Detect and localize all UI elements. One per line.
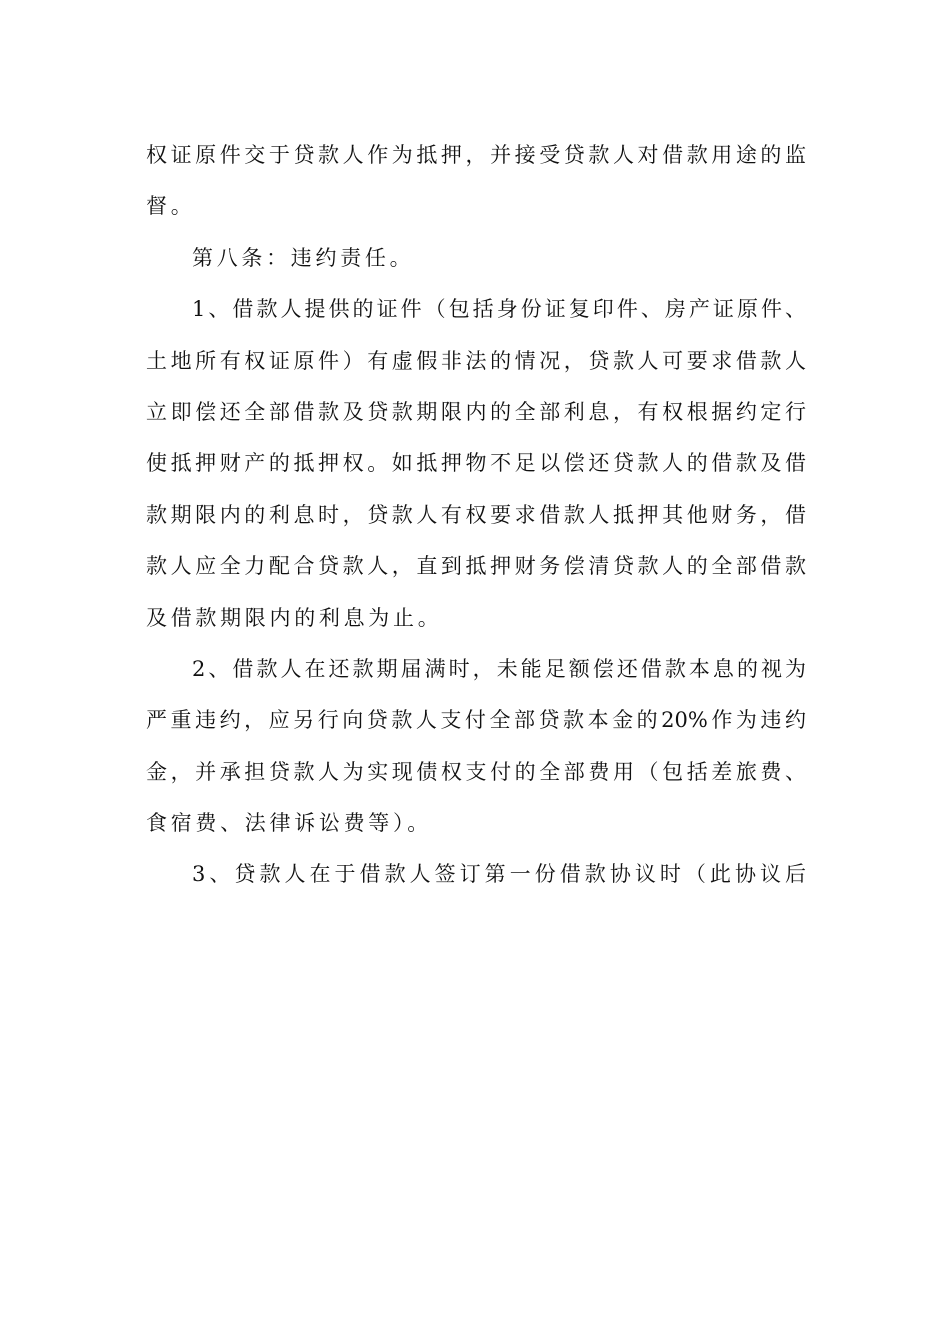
- text-line: 2、借款人在还款期届满时，未能足额偿还借款本息的视为: [192, 656, 806, 681]
- text-line: 土地所有权证原件）有虚假非法的情况，贷款人可要求借款人: [146, 348, 806, 373]
- text-line: 1、借款人提供的证件（包括身份证复印件、房产证原件、: [192, 297, 806, 322]
- text-line: 严重违约，应另行向贷款人支付全部贷款本金的20%作为违约: [146, 708, 806, 733]
- text-line: 督。: [146, 194, 196, 219]
- text-line: 食宿费、法律诉讼费等）。: [146, 811, 432, 836]
- text-line: 款期限内的利息时，贷款人有权要求借款人抵押其他财务，借: [146, 502, 806, 527]
- body-text: [146, 130, 806, 901]
- section-heading: 第八条：违约责任。: [192, 245, 415, 270]
- text-line: 金，并承担贷款人为实现债权支付的全部费用（包括差旅费、: [146, 759, 806, 784]
- text-line: 款人应全力配合贷款人，直到抵押财务偿清贷款人的全部借款: [146, 554, 806, 579]
- text-line: 权证原件交于贷款人作为抵押，并接受贷款人对借款用途的监: [146, 143, 806, 167]
- text-line: 3、贷款人在于借款人签订第一份借款协议时（此协议后: [192, 862, 806, 887]
- text-line: 立即偿还全部借款及贷款期限内的全部利息，有权根据约定行: [146, 399, 806, 424]
- text-line: 及借款期限内的利息为止。: [146, 605, 443, 630]
- text-line: 使抵押财产的抵押权。如抵押物不足以偿还贷款人的借款及借: [146, 451, 806, 476]
